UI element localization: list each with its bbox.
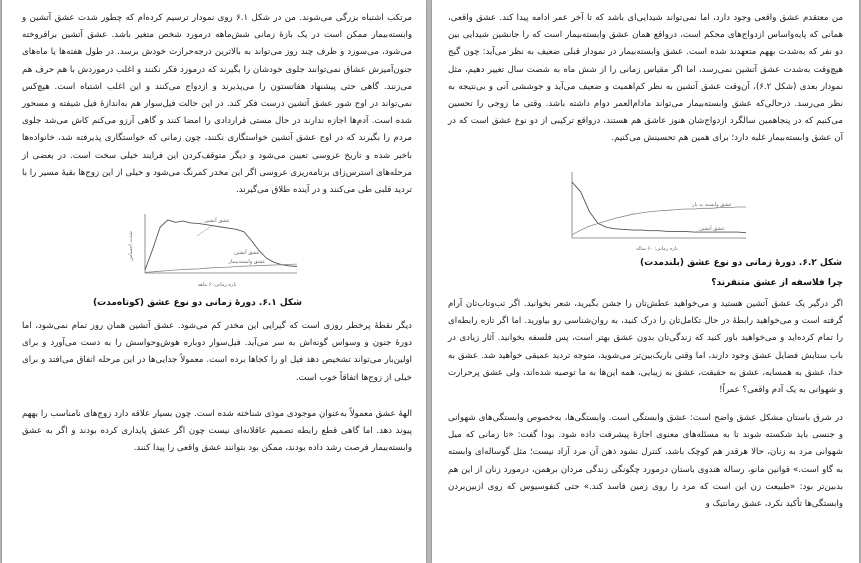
figure-long-term-chart xyxy=(562,168,752,256)
x-axis-label: بازه زمانی: ۶ ماهه xyxy=(197,282,237,288)
figure-caption: شکل ۶.۲. دورهٔ زمانی دو نوع عشق (بلندمدت) xyxy=(640,258,842,268)
left-bottom-text-1 xyxy=(22,318,412,406)
right-section-text-2 xyxy=(448,410,843,560)
figure-caption: شکل ۶.۱. دورهٔ زمانی دو نوع عشق (کوتاه‌مدت) xyxy=(92,298,302,308)
section-heading: چرا فلاسفه از عشق متنفرند؟ xyxy=(711,278,843,288)
series-line-2 xyxy=(145,264,297,272)
paragraph: من معتقدم عشق واقعی وجود دارد، اما نمی‌تواند شیدایی‌ای باشد که تا آخر عمر ادامه پیدا کند. عشق واقعی، همانی که پایه‌واساس ازدواج‌های محکم است، درواقع همان عشق وابسته‌بیمار است که را جانشین شیدایی بین دو نفر که به‌شدت بههم متعهدند شده است. عشق وابسته‌بیمار در نمودار قبلی ضعیف به نظر می‌آید: چون گیج هیچ‌وقت به‌شدت عشق آتشین نمی‌رسد، اما اگر مقیاس زمانی را از شش ماه به شصت سال تغییر دهیم، مثل نمودار بعدی (شکل ۶.۲)، آن‌وقت عشق آتشین به نظر کم‌اهمیت و ضعیف می‌آید و جوششی آنی و بی‌نتیجه به نظر می‌رسد. درحالی‌که عشق وابسته‌بیمار می‌تواند مادام‌العمر دوام داشته باشد. وقتی ما زوجی را تحسین می‌کنیم که در پنجاهمین سالگرد ازدواج‌شان هنوز عاشق هم هستند، درواقع ترکیبی از دو نوع عشق است که در آن عشق وابسته‌بیمار غلبه دارد؛ برای همین هم تحسینش می‌کنیم. xyxy=(448,13,843,144)
paragraph: در شرق باستان مشکل عشق واضح است: عشق وابستگی است. وابستگی‌ها، به‌خصوص وابستگی‌های شهوانی و جنسی باید شکسته شوند تا به مسئله‌های معنوی اجازهٔ پیشرفت داده شود. بودا گفت: «تا زمانی که میل شهوانی مرد به زنان، حالا هرقدر هم کوچک باشد، کنترل نشود ذهن آن مرد آزاد نیست؛ مثل گوساله‌ای وابسته به گاو است.» قوانین مانو، رساله هندوی باستان درمورد چگونگی زندگی مردان برهمن، درمورد زنان از این هم بدبین‌تر بود: «طبیعت زن این است که مرد را روی زمین فاسد کند.» حتی کنفوسیوس که روی ازبین‌بردن وابستگی‌ها تأکید نکرد، عشق رمانتیک و xyxy=(448,413,843,510)
annotation-peak: عشق آتشین xyxy=(204,218,230,224)
annotation-leader xyxy=(197,225,213,236)
right-section-text-1 xyxy=(448,296,843,400)
paragraph: دیگر نقطهٔ پرخطر روزی است که گیرایی این مخدر کم می‌شود. عشق آتشین همان روز تمام نمی‌شود، اما دورهٔ جنون و وسواس گونه‌اش به سر می‌آید. فیل‌سوار دوباره هوش‌وحواسش را به دست می‌آورد و برای اولین‌بار می‌تواند تشخیص دهد فیل او را کجاها برده است. معمولاً جدایی‌ها در این مرحله اتفاق می‌افتد و برای خیلی از زوج‌ها اتفاقاً خوب است. xyxy=(22,321,412,383)
paragraph: الههٔ عشق معمولاً به‌عنوان موجودی موذی شناخته شده است. چون بسیار علاقه دارد زوج‌های نامناسب را بههم پیوند دهد. اما گاهی قطع رابطه تصمیم عاقلانه‌ای نیست چون اگر عشق پایداری کرده بودند و اگر به عشق وابسته‌بیمار فرصت رشد داده بودند، ممکن بود بتوانند عشق واقعی را پیدا کنند. xyxy=(22,409,412,454)
series-line-1 xyxy=(145,220,297,270)
left-top-text xyxy=(22,10,412,206)
paragraph: مرتکب اشتباه بزرگی می‌شوند. من در شکل ۶.۱ روی نمودار ترسیم کرده‌ام که چطور شدت عشق آتشین و وابسته‌بیمار ممکن است در یک بازهٔ زمانی شش‌ماهه درمورد شخص متغیر باشد. عشق آتشین برافروخته می‌شود، می‌سوزد و ظرف چند روز می‌تواند به بالاترین درجه‌حرارت خودش برسد. در طول هفته‌ها یا ماه‌های جنون‌آمیزش عشاق نمی‌توانند جلوی خودشان را بگیرند که درمورد فکر نکنند و اغلب درمورد‌ش با هم حرف هم می‌زنند. گاهی حتی پیشنهاد هفاتستون را می‌پذیرند و ازدواج می‌کنند و این اغلب اشتباه است. هیچ‌کس نمی‌تواند در اوج شور عشق آتشین درست فکر کند. در این حالت فیل‌سوار هم به‌اندازهٔ فیل شیفته و مسحور شده است. آدم‌ها اجازه ندارند در حال مستی قراردادی را امضا کنند و گاهی آرزو می‌کنم کاش می‌شد جلوی مردم را بگیرند که در اوج عشق آتشین خواستگاری نکنند، چون زمانی که خواستگاری پذیرفته شد، خانواده‌ها باخبر شده و تاریخ عروسی تعیین می‌شود و دیگر متوقف‌کردن این فرایند خیلی سخت است. در بعضی از مرحله‌های استرس‌زای برنامه‌ریزی عروسی اگر این مخدر کمرنگ می‌شود و خیلی از این زوج‌ها بقیهٔ مسیر را با تردید قلبی طی می‌کنند و در آینده طلاق می‌گیرند. xyxy=(22,13,413,196)
figure-short-term-chart xyxy=(117,208,307,293)
right-top-text xyxy=(448,10,843,166)
label-passionate: عشق آتشین xyxy=(699,226,725,232)
x-axis-label: بازه زمانی: ۶۰ ساله xyxy=(636,246,678,252)
annotation-companionate: عشق وابسته‌بیمار xyxy=(228,259,266,265)
paragraph: اگر درگیر یک عشق آتشین هستید و می‌خواهید عطش‌تان را جشن بگیرید، شعر بخوانید. اگر تب‌وتاب‌تان آرام گرفته است و می‌خواهید رابطهٔ در حال تکامل‌تان را درک کنید، به روان‌شناسی رو بیاورید. اما اگر تازه رابطه‌ای را تمام کرده‌اید و می‌خواهید باور کنید که زندگی‌تان بدون عشق بهتر است، پس فلسفه بخوانید. آثار زیادی در باب ستایش فضایل عشق وجود دارند، اما وقتی باریک‌بین‌تر می‌شوید، متوجه تردید عمیقی خواهید شد. عشق به خدا، عشق به همسایه، عشق به حقیقت، عشق به زیبایی، همه این‌ها به ما توصیه شده‌اند، ولی عشق پرحرارت و شهوانی به یک آدم واقعی؟ عمراً! xyxy=(448,299,843,396)
label-companionate: عشق وابسته به یار xyxy=(692,202,732,208)
left-page xyxy=(2,0,426,563)
left-bottom-text-2 xyxy=(22,406,412,458)
right-page xyxy=(432,0,859,563)
y-axis-label: شدت احساس xyxy=(128,231,134,261)
annotation-passionate: عشق آتشین xyxy=(234,250,260,256)
